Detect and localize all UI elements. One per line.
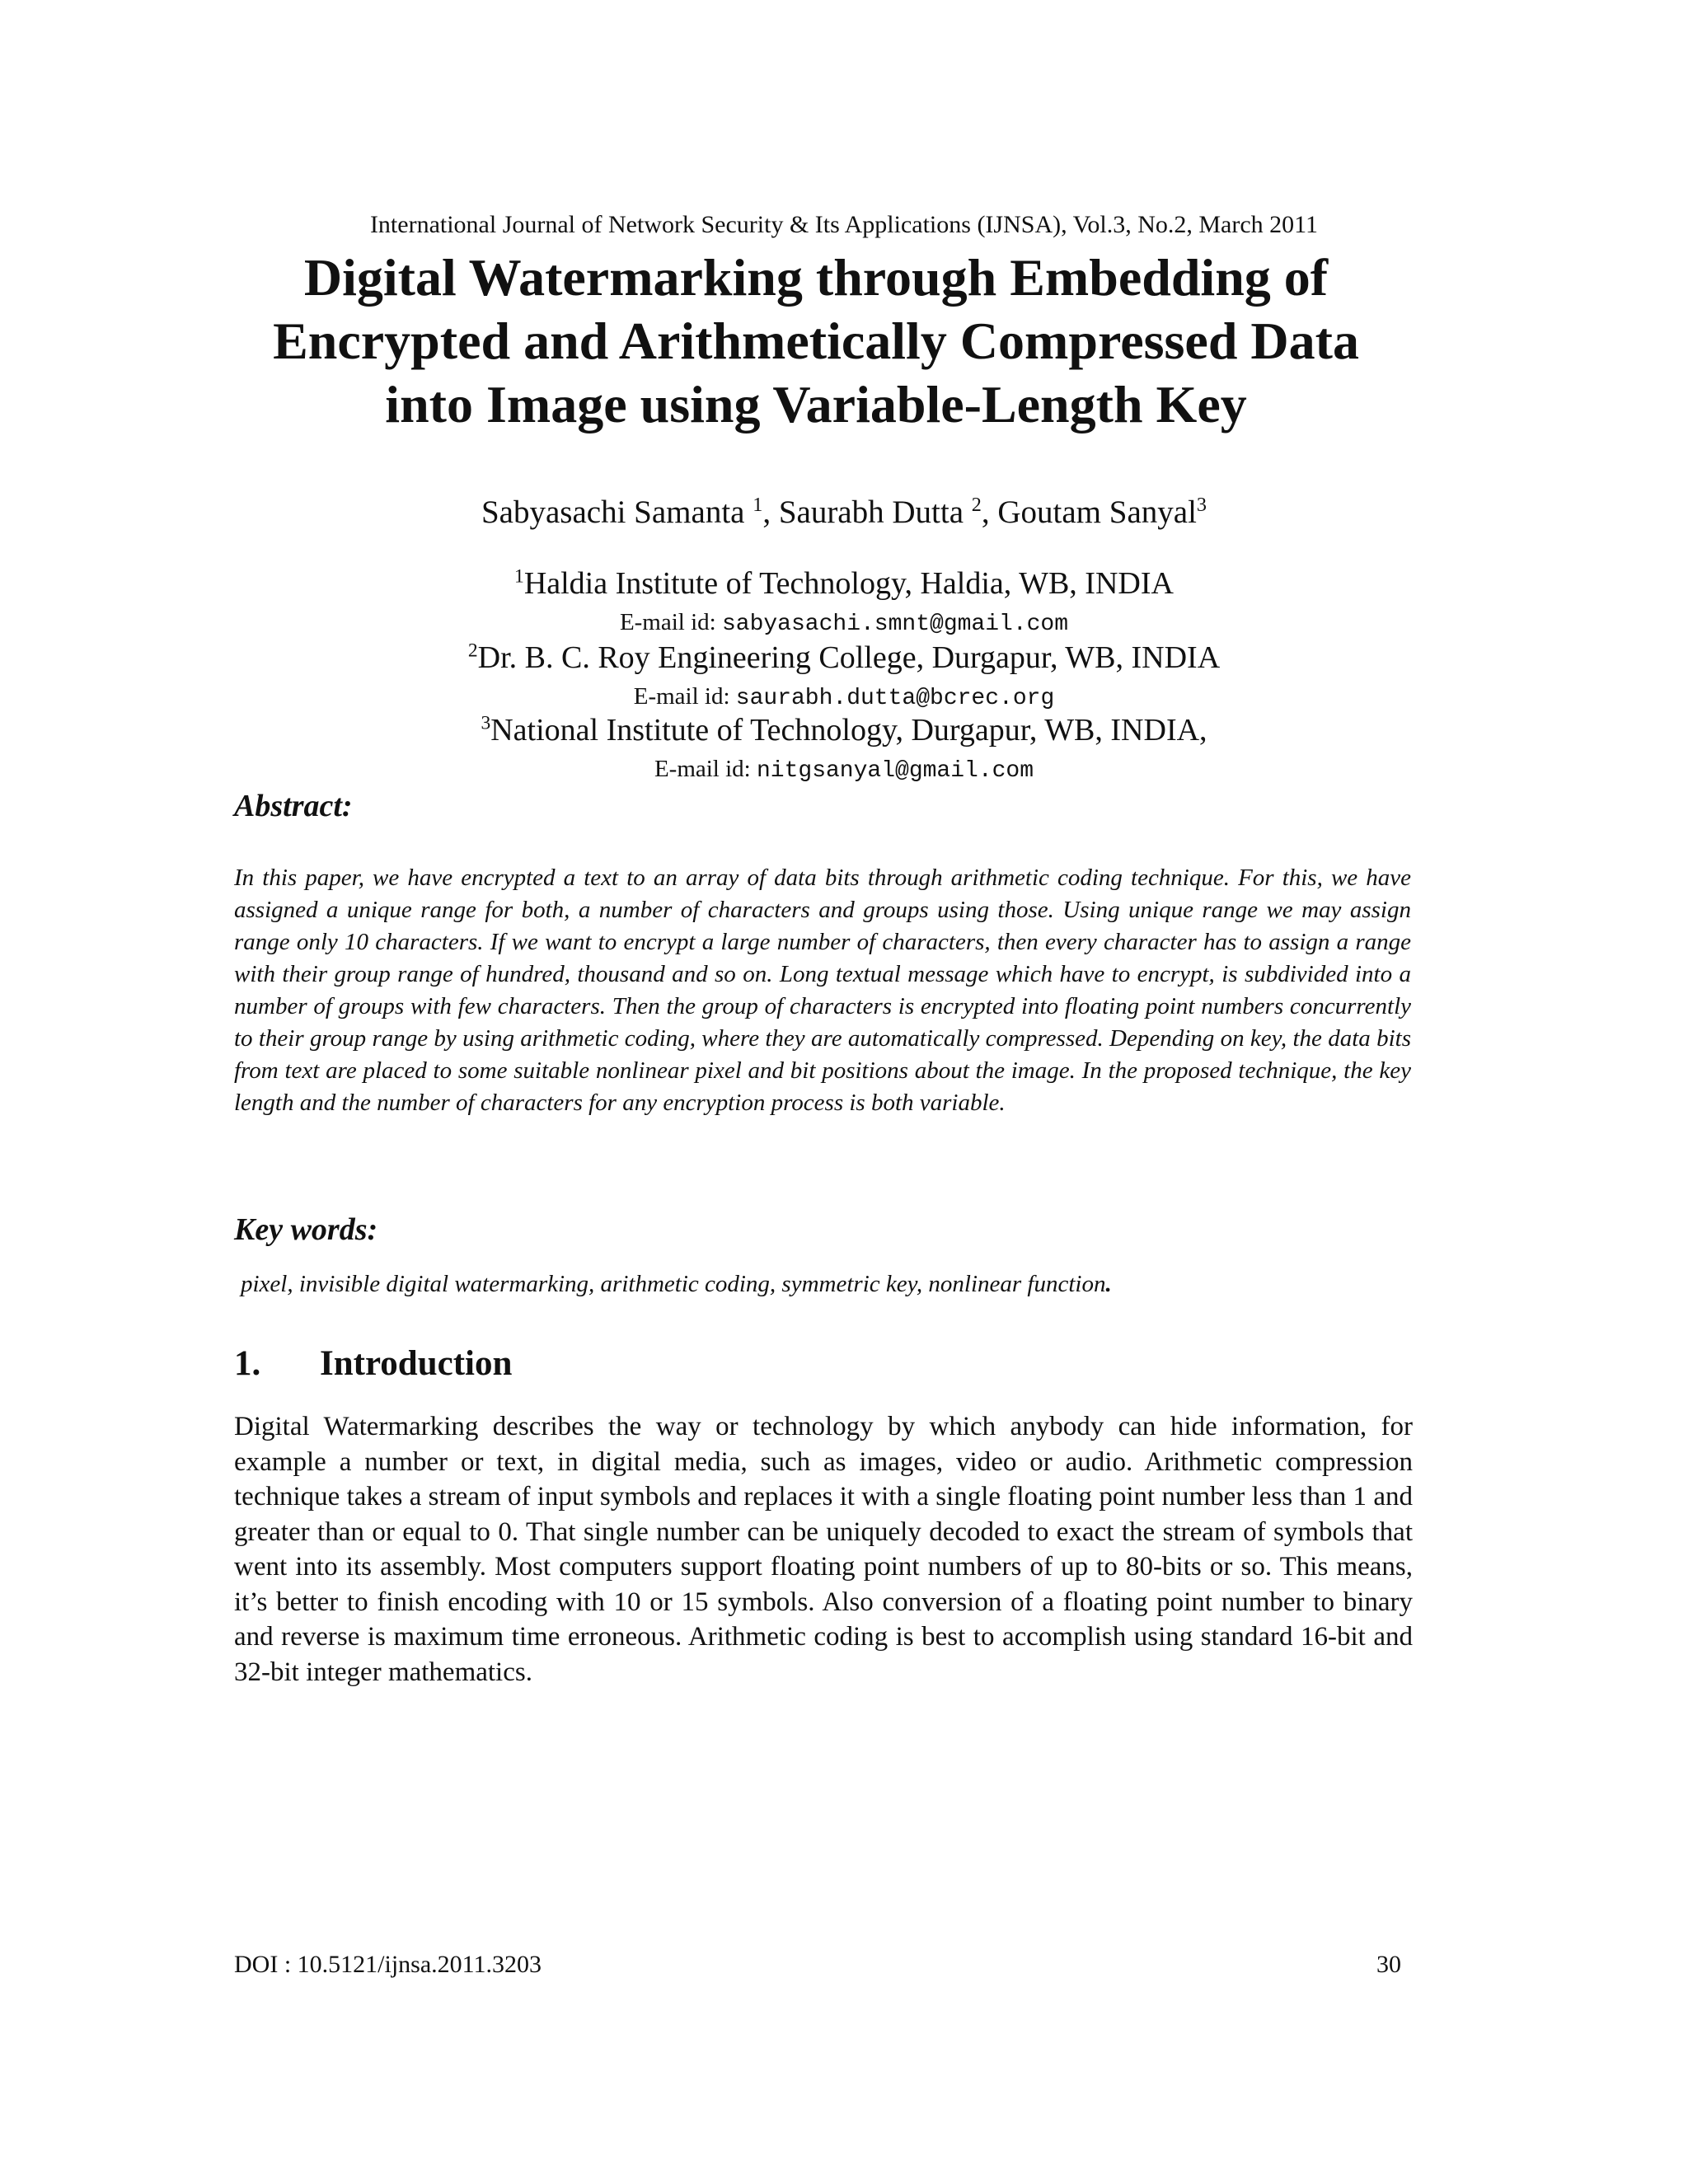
title-line-1: Digital Watermarking through Embedding of xyxy=(303,248,1329,307)
section-title: Introduction xyxy=(320,1344,513,1383)
email-label: E-mail id: xyxy=(654,756,757,782)
author-separator: , xyxy=(762,494,779,530)
keywords-end-mark: . xyxy=(1105,1271,1112,1297)
email-label: E-mail id: xyxy=(619,609,722,635)
abstract-heading: Abstract: xyxy=(234,789,353,823)
email-address[interactable]: saurabh.dutta@bcrec.org xyxy=(735,686,1055,711)
email-label: E-mail id: xyxy=(633,683,736,710)
keywords-body xyxy=(241,1269,1395,1299)
email-line-3 xyxy=(0,755,1688,785)
affiliation-mark: 3 xyxy=(481,712,491,734)
introduction-heading xyxy=(234,1343,512,1385)
keywords-list: pixel, invisible digital watermarking, arithmetic coding, symmetric key, nonlinear function xyxy=(241,1271,1106,1297)
author-name: Goutam Sanyal xyxy=(997,494,1197,530)
author-affiliation-mark: 2 xyxy=(971,494,982,516)
journal-header: International Journal of Network Security & Its Applications (IJNSA), Vol.3, No.2, March 2011 xyxy=(369,211,1319,238)
title-line-2: Encrypted and Arithmetically Compressed Data xyxy=(273,312,1359,370)
author-list xyxy=(0,493,1688,532)
title-line-3: into Image using Variable-Length Key xyxy=(385,375,1247,434)
paper-title xyxy=(124,246,1508,436)
author-separator: , xyxy=(981,494,998,530)
email-line-1 xyxy=(0,608,1688,639)
keywords-heading: Key words: xyxy=(234,1212,378,1247)
affiliation-name: Haldia Institute of Technology, Haldia, WB, INDIA xyxy=(523,566,1174,601)
author-name: Sabyasachi Samanta xyxy=(481,494,753,530)
author-affiliation-mark: 1 xyxy=(753,494,763,516)
affiliation-name: National Institute of Technology, Durgapur, WB, INDIA, xyxy=(490,713,1207,748)
affiliation-name: Dr. B. C. Roy Engineering College, Durgapur, WB, INDIA xyxy=(477,640,1221,675)
section-number: 1. xyxy=(234,1344,261,1383)
introduction-body: Digital Watermarking describes the way or technology by which anybody can hide information, for example a number or text, in digital media, such as images, video or audio. Arithmetic compression technique takes a stream of input symbols and replaces it with a single floating point number less than 1 and greater than or equal to 0. That single number can be uniquely decoded to exact the stream of symbols that went into its assembly. Most computers support floating point numbers of up to 80-bits or so. This means, it’s better to finish encoding with 10 or 15 symbols. Also conversion of a floating point number to binary and reverse is maximum time erroneous. Arithmetic coding is best to accomplish using standard 16-bit and 32-bit integer mathematics. xyxy=(234,1412,1413,1687)
author-affiliation-mark: 3 xyxy=(1196,494,1207,516)
affiliation-2 xyxy=(0,640,1688,676)
page-number: 30 xyxy=(1376,1951,1401,1978)
email-address[interactable]: sabyasachi.smnt@gmail.com xyxy=(721,612,1069,637)
affiliation-1 xyxy=(0,565,1688,602)
affiliation-3 xyxy=(0,712,1688,748)
email-line-2 xyxy=(0,682,1688,713)
author-name: Saurabh Dutta xyxy=(778,494,972,530)
affiliation-mark: 1 xyxy=(514,565,524,588)
email-address[interactable]: nitgsanyal@gmail.com xyxy=(756,758,1034,784)
affiliation-mark: 2 xyxy=(467,640,478,662)
abstract-body: In this paper, we have encrypted a text to an array of data bits through arithmetic coding technique. For this, we have assigned a unique range for both, a number of characters and groups using those. Using unique range we may assign range only 10 characters. If we want to encrypt a large number of characters, then every character has to assign a range with their group range of hundred, thousand and so on. Long textual message which have to encrypt, is subdivided into a number of groups with few characters. Then the group of characters is encrypted into floating point numbers concurrently to their group range by using arithmetic coding, where they are automatically compressed. Depending on key, the data bits from text are placed to some suitable nonlinear pixel and bit positions about the image. In the proposed technique, the key length and the number of characters for any encryption process is both variable. xyxy=(234,865,1411,1116)
doi-footer[interactable]: DOI : 10.5121/ijnsa.2011.3203 xyxy=(234,1951,542,1978)
